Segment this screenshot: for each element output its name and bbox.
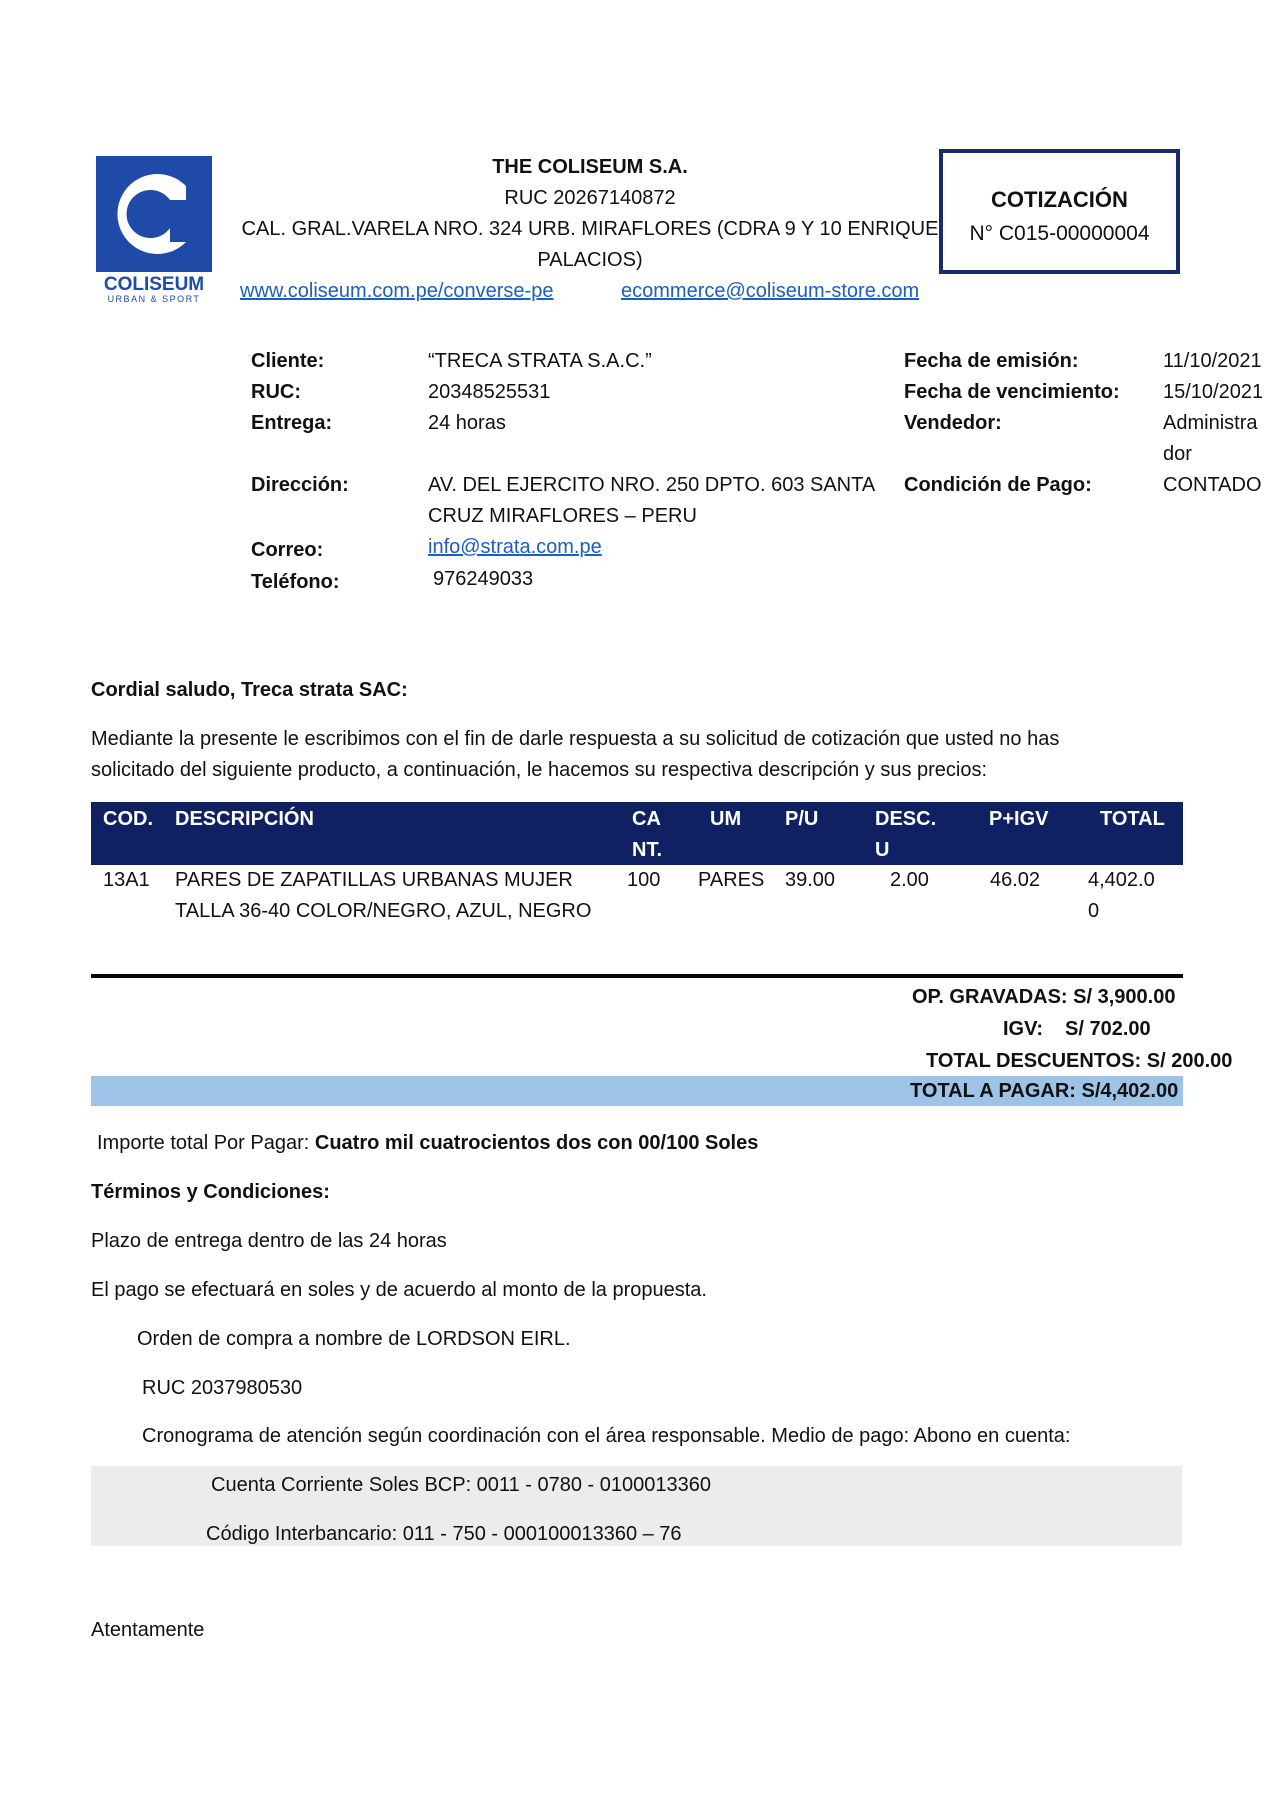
vencimiento-value: 15/10/2021 (1163, 381, 1264, 403)
header-desc-u-2: U (875, 839, 890, 861)
vendedor-line1: Administra (1163, 412, 1258, 434)
terms-line5: Cronograma de atención según coordinación con el área responsable. Medio de pago: Abono en cuenta: (142, 1425, 1071, 1447)
cell-cant: 100 (627, 869, 661, 891)
quotation-box (939, 149, 1180, 274)
importe-value: Cuatro mil cuatrocientos dos con 00/100 Soles (314, 1132, 759, 1154)
importe-total (97, 1128, 758, 1159)
terms-line2: El pago se efectuará en soles y de acuerdo al monto de la propuesta. (91, 1279, 707, 1301)
vencimiento-label: Fecha de vencimiento: (904, 381, 1120, 403)
direccion-line1: AV. DEL EJERCITO NRO. 250 DPTO. 603 SANTA (428, 474, 876, 496)
terms-line4: RUC 2037980530 (142, 1377, 303, 1399)
entrega-label: Entrega: (251, 412, 333, 434)
svg-text:COLISEUM: COLISEUM (103, 274, 205, 295)
items-table-header (91, 802, 1183, 865)
company-logo (96, 156, 212, 304)
svg-text:URBAN & SPORT: URBAN & SPORT (107, 294, 201, 304)
bank-account: Cuenta Corriente Soles BCP: 0011 - 0780 - 0100013360 (211, 1474, 711, 1496)
company-address-line2: PALACIOS) (537, 249, 643, 271)
greeting: Cordial saludo, Treca strata SAC: (91, 679, 408, 701)
header-um: UM (710, 808, 742, 830)
company-ruc: RUC 20267140872 (504, 187, 676, 209)
cell-pu: 39.00 (785, 869, 836, 891)
telefono-value: 976249033 (433, 568, 534, 590)
correo-link[interactable]: info@strata.com.pe (428, 536, 602, 558)
cell-desc-u: 2.00 (890, 869, 929, 891)
total-descuentos: TOTAL DESCUENTOS: S/ 200.00 (926, 1050, 1233, 1072)
correo-label: Correo: (251, 539, 324, 561)
pago-label: Condición de Pago: (904, 474, 1092, 496)
terms-line3: Orden de compra a nombre de LORDSON EIRL. (137, 1328, 571, 1350)
header-desc-u-1: DESC. (875, 808, 937, 830)
pago-value: CONTADO (1163, 474, 1262, 496)
op-gravadas: OP. GRAVADAS: S/ 3,900.00 (912, 986, 1176, 1008)
company-address-line1: CAL. GRAL.VARELA NRO. 324 URB. MIRAFLORES (CDRA 9 Y 10 ENRIQUE (241, 218, 939, 240)
quotation-number: N° C015-00000004 (969, 222, 1150, 245)
cell-total-line2: 0 (1088, 900, 1100, 922)
total-a-pagar: TOTAL A PAGAR: S/4,402.00 (910, 1080, 1179, 1102)
vendedor-line2: dor (1163, 443, 1192, 465)
cell-total-line1: 4,402.0 (1088, 869, 1155, 891)
table-bottom-rule (91, 974, 1183, 978)
direccion-label: Dirección: (251, 474, 349, 496)
vendedor-label: Vendedor: (904, 412, 1002, 434)
company-header (240, 152, 940, 276)
terms-title: Términos y Condiciones: (91, 1181, 330, 1203)
header-cod: COD. (103, 808, 153, 830)
cell-p-igv: 46.02 (990, 869, 1041, 891)
header-cant-2: NT. (632, 839, 662, 861)
header-pu: P/U (785, 808, 819, 830)
client-value: “TRECA STRATA S.A.C.” (428, 350, 652, 372)
emision-value: 11/10/2021 (1163, 350, 1262, 372)
company-name: THE COLISEUM S.A. (492, 156, 688, 178)
emision-label: Fecha de emisión: (904, 350, 1079, 372)
client-label: Cliente: (251, 350, 325, 372)
importe-label: Importe total Por Pagar: (97, 1132, 310, 1154)
closing: Atentamente (91, 1619, 205, 1641)
igv-value: S/ 702.00 (1065, 1018, 1151, 1040)
cell-desc-line1: PARES DE ZAPATILLAS URBANAS MUJER (175, 869, 573, 891)
entrega-value: 24 horas (428, 412, 506, 434)
table-row (91, 865, 1183, 935)
cell-desc-line2: TALLA 36-40 COLOR/NEGRO, AZUL, NEGRO (175, 900, 592, 922)
website-link[interactable]: www.coliseum.com.pe/converse-pe (240, 280, 554, 302)
telefono-label: Teléfono: (251, 571, 340, 593)
quotation-title: COTIZACIÓN (991, 187, 1128, 212)
coliseum-logo-icon (96, 156, 212, 304)
terms-line1: Plazo de entrega dentro de las 24 horas (91, 1230, 447, 1252)
email-link[interactable]: ecommerce@coliseum-store.com (621, 280, 920, 302)
intro-line1: Mediante la presente le escribimos con el fin de darle respuesta a su solicitud de cotización que usted no has (91, 728, 1060, 750)
bank-cci: Código Interbancario: 011 - 750 - 000100013360 – 76 (206, 1523, 682, 1545)
ruc-value: 20348525531 (428, 381, 551, 403)
header-cant-1: CA (632, 808, 661, 830)
igv-label: IGV: (1003, 1018, 1044, 1040)
header-total: TOTAL (1100, 808, 1165, 830)
cell-um: PARES (698, 869, 765, 891)
header-p-igv: P+IGV (989, 808, 1049, 830)
intro-line2: solicitado del siguiente producto, a continuación, le hacemos su respectiva descripción y sus precios: (91, 759, 988, 781)
ruc-label: RUC: (251, 381, 301, 403)
direccion-line2: CRUZ MIRAFLORES – PERU (428, 505, 697, 527)
cell-cod: 13A1 (103, 869, 150, 891)
header-descripcion: DESCRIPCIÓN (175, 808, 314, 830)
